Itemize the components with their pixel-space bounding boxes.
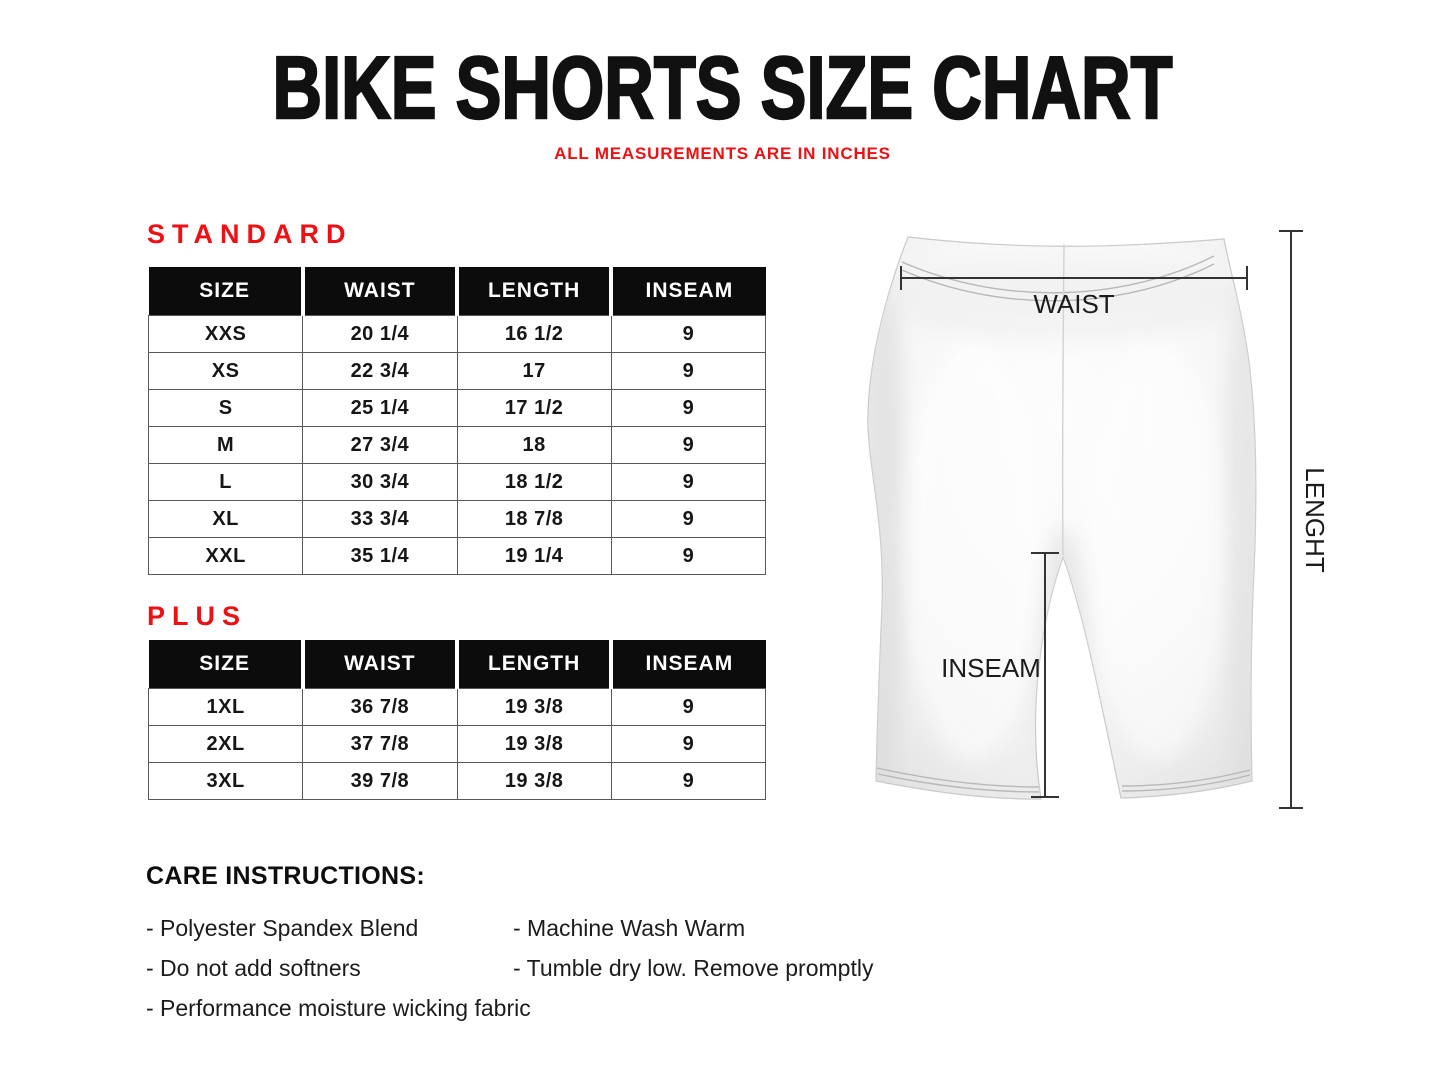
cell-waist: 39 7/8 xyxy=(303,763,457,800)
column-header-size: SIZE xyxy=(149,640,303,689)
cell-waist: 37 7/8 xyxy=(303,726,457,763)
plus-section-heading: PLUS xyxy=(147,601,248,631)
cell-length: 16 1/2 xyxy=(457,316,611,353)
column-header-inseam: INSEAM xyxy=(611,267,765,316)
care-item: - Machine Wash Warm xyxy=(513,915,746,941)
cell-waist: 33 3/4 xyxy=(303,501,457,538)
cell-length: 18 7/8 xyxy=(457,501,611,538)
cell-length: 19 1/4 xyxy=(457,538,611,575)
cell-length: 17 xyxy=(457,353,611,390)
cell-inseam: 9 xyxy=(611,763,765,800)
cell-inseam: 9 xyxy=(611,316,765,353)
care-item: - Polyester Spandex Blend xyxy=(146,915,419,941)
care-instructions-heading: CARE INSTRUCTIONS: xyxy=(146,862,426,890)
cell-length: 17 1/2 xyxy=(457,390,611,427)
page-title: BIKE SHORTS SIZE CHART xyxy=(272,38,1173,137)
cell-inseam: 9 xyxy=(611,464,765,501)
table-row xyxy=(149,501,766,538)
cell-inseam: 9 xyxy=(611,427,765,464)
cell-size: 1XL xyxy=(149,689,303,726)
cell-inseam: 9 xyxy=(611,390,765,427)
standard-section-heading: STANDARD xyxy=(147,219,353,249)
cell-length: 19 3/8 xyxy=(457,689,611,726)
table-row xyxy=(149,689,766,726)
cell-size: S xyxy=(149,390,303,427)
cell-inseam: 9 xyxy=(611,726,765,763)
table-row xyxy=(149,353,766,390)
column-header-waist: WAIST xyxy=(303,267,457,316)
care-item: - Performance moisture wicking fabric xyxy=(146,995,531,1021)
table-row xyxy=(149,538,766,575)
table-row xyxy=(149,763,766,800)
cell-size: M xyxy=(149,427,303,464)
table-row xyxy=(149,390,766,427)
cell-waist: 36 7/8 xyxy=(303,689,457,726)
table-header-row xyxy=(149,640,766,689)
cell-inseam: 9 xyxy=(611,538,765,575)
cell-size: 2XL xyxy=(149,726,303,763)
inseam-label: INSEAM xyxy=(941,653,1041,683)
length-measure-line xyxy=(1279,231,1303,808)
cell-length: 18 xyxy=(457,427,611,464)
care-instructions-column-right xyxy=(513,916,873,996)
column-header-size: SIZE xyxy=(149,267,303,316)
cell-inseam: 9 xyxy=(611,501,765,538)
cell-waist: 22 3/4 xyxy=(303,353,457,390)
cell-size: XL xyxy=(149,501,303,538)
cell-size: XXS xyxy=(149,316,303,353)
standard-size-table xyxy=(148,267,766,575)
column-header-length: LENGTH xyxy=(457,640,611,689)
cell-length: 19 3/8 xyxy=(457,763,611,800)
column-header-waist: WAIST xyxy=(303,640,457,689)
cell-inseam: 9 xyxy=(611,689,765,726)
table-row xyxy=(149,464,766,501)
table-row xyxy=(149,427,766,464)
cell-waist: 25 1/4 xyxy=(303,390,457,427)
care-item: - Tumble dry low. Remove promptly xyxy=(513,955,874,981)
column-header-length: LENGTH xyxy=(457,267,611,316)
plus-size-table xyxy=(148,640,766,800)
care-instructions-column-left xyxy=(146,916,531,1036)
cell-inseam: 9 xyxy=(611,353,765,390)
bike-shorts-illustration xyxy=(858,220,1344,844)
page-subtitle: ALL MEASUREMENTS ARE IN INCHES xyxy=(554,144,891,163)
cell-length: 19 3/8 xyxy=(457,726,611,763)
length-label: LENGHT xyxy=(1300,467,1330,573)
cell-waist: 35 1/4 xyxy=(303,538,457,575)
cell-size: XS xyxy=(149,353,303,390)
waist-label: WAIST xyxy=(1033,289,1115,319)
cell-length: 18 1/2 xyxy=(457,464,611,501)
cell-size: L xyxy=(149,464,303,501)
care-item: - Do not add softners xyxy=(146,955,361,981)
table-header-row xyxy=(149,267,766,316)
cell-size: XXL xyxy=(149,538,303,575)
cell-size: 3XL xyxy=(149,763,303,800)
column-header-inseam: INSEAM xyxy=(611,640,765,689)
cell-waist: 20 1/4 xyxy=(303,316,457,353)
table-row xyxy=(149,316,766,353)
table-row xyxy=(149,726,766,763)
cell-waist: 30 3/4 xyxy=(303,464,457,501)
cell-waist: 27 3/4 xyxy=(303,427,457,464)
